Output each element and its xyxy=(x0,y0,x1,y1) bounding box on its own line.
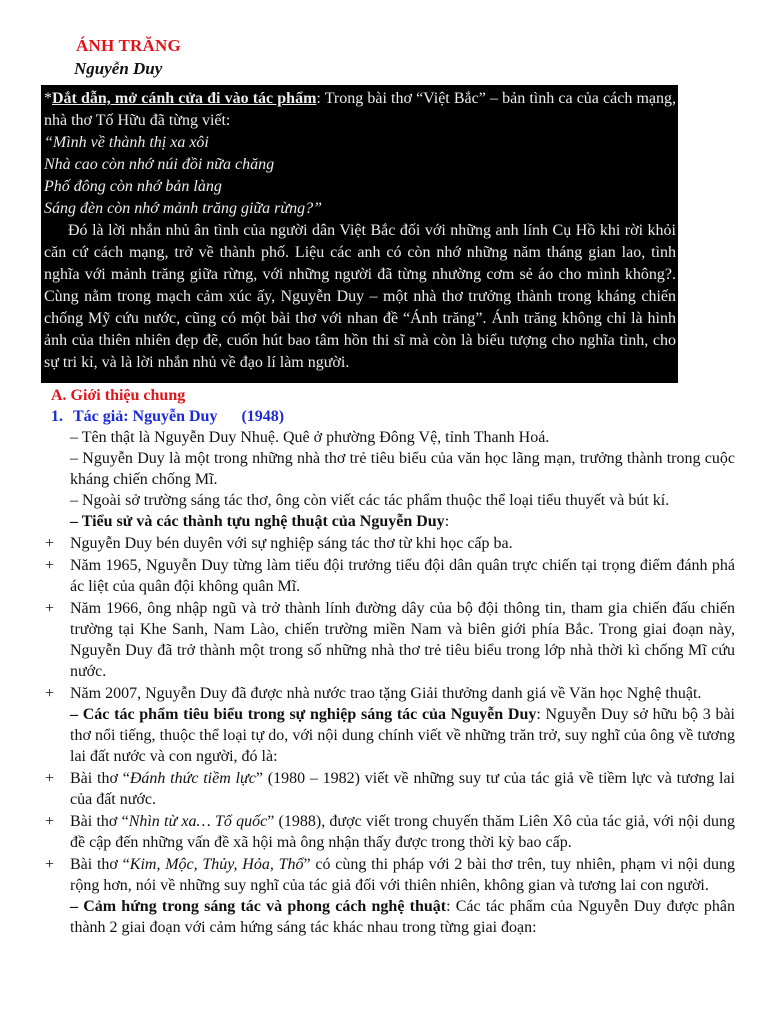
works-heading: – Các tác phẩm tiêu biểu trong sự nghiệp sáng tác của Nguyễn Duy xyxy=(70,706,537,723)
list-item xyxy=(45,854,735,896)
author-birth-year: (1948) xyxy=(241,408,285,425)
list-item xyxy=(45,598,735,682)
bullet-mark: + xyxy=(45,770,55,787)
intro-lead: Dắt dẫn, mở cánh cửa đi vào tác phẩm xyxy=(52,90,317,107)
list-item xyxy=(45,768,735,810)
bio-item-text: Năm 2007, Nguyễn Duy đã được nhà nước trao tặng Giải thưởng danh giá về Văn học Nghệ thuật. xyxy=(70,685,702,702)
bullet-mark: + xyxy=(45,600,55,617)
bio-heading-colon: : xyxy=(444,513,450,530)
intro-paragraph: Đó là lời nhắn nhủ ân tình của người dân Việt Bắc đối với những anh lính Cụ Hồ khi rời khỏi căn cứ cách mạng, trở về thành phố. Liệu các anh có còn nhớ những năm tháng gian lao, tình nghĩa với mảnh trăng giữa rừng, với những người đã từng nhường cơm sẻ áo cho mình không?. Cùng nằm trong mạch cảm xúc ấy, Nguyễn Duy – một nhà thơ trưởng thành trong kháng chiến chống Mỹ cứu nước, cũng có một bài thơ với nhan đề “Ánh trăng”. Ánh trăng không chỉ là hình ảnh của thiên nhiên đẹp đẽ, cuốn hút bao tâm hồn thi sĩ mà còn là biểu tượng cho nghĩa tình, cho sự tri kỉ, và là lời nhắn nhủ về đạo lí làm người. xyxy=(44,222,676,371)
work-pre: Bài thơ “ xyxy=(70,856,130,873)
list-item xyxy=(45,811,735,853)
list-item xyxy=(45,533,735,554)
author-section-label: Tác giả: Nguyễn Duy xyxy=(73,408,218,425)
intro-lead-rest: : Trong bài thơ “Việt Bắc” – bản tình ca của cách mạng, nhà thơ Tố Hữu đã từng viết: xyxy=(44,90,677,129)
intro-box xyxy=(41,85,678,383)
fact-line: – Tên thật là Nguyễn Duy Nhuệ. Quê ở phường Đông Vệ, tỉnh Thanh Hoá. xyxy=(70,429,550,446)
author-section-heading xyxy=(51,406,735,427)
poem-line: Nhà cao còn nhớ núi đồi nữa chăng xyxy=(44,156,275,173)
works-paragraph xyxy=(70,704,735,767)
work-pre: Bài thơ “ xyxy=(70,813,129,830)
bullet-mark: + xyxy=(45,813,55,830)
section-number: 1. xyxy=(51,408,63,425)
bullet-mark: + xyxy=(45,685,55,702)
bio-heading-line xyxy=(70,511,735,532)
poem-line: “Mình về thành thị xa xôi xyxy=(44,134,209,151)
bio-item-text: Năm 1966, ông nhập ngũ và trở thành lính đường dây của bộ đội thông tin, tham gia chiến đấu chiến trường tại Khe Sanh, Nam Lào, chiến trường miền Nam và biên giới phía Bắc. Trong giai đoạn này, Nguyễn Duy đã trở thành một trong số những nhà thơ trẻ tiêu biểu trong lớp nhà thời kì chống Mĩ cứu nước. xyxy=(70,600,735,680)
work-post: ” có cùng thi pháp với 2 bài thơ trên, tuy nhiên, phạm vi nội dung rộng hơn, nói về những suy nghĩ của tác giả đối với thiên nhiên, không gian và tương lai con người. xyxy=(70,856,735,894)
bullet-mark: + xyxy=(45,557,55,574)
intro-lead-paragraph xyxy=(44,88,676,132)
bullet-mark: + xyxy=(45,856,55,873)
work-title: Nhìn từ xa… Tổ quốc xyxy=(128,813,268,830)
list-item xyxy=(45,555,735,597)
bio-heading: – Tiểu sử và các thành tựu nghệ thuật của Nguyễn Duy xyxy=(70,513,445,530)
fact-line: – Ngoài sở trường sáng tác thơ, ông còn viết các tác phẩm thuộc thể loại tiểu thuyết và bút kí. xyxy=(70,492,670,509)
inspiration-text: : Các tác phẩm của Nguyễn Duy được phân thành 2 giai đoạn với cảm hứng sáng tác khác nhau trong từng giai đoạn: xyxy=(70,898,736,936)
list-item xyxy=(45,683,735,704)
inspiration-paragraph xyxy=(70,896,735,938)
bio-item-text: Nguyễn Duy bén duyên với sự nghiệp sáng tác thơ từ khi học cấp ba. xyxy=(70,535,513,552)
work-post: ” (1980 – 1982) viết về những suy tư của tác giả về tiềm lực và tương lai của đất nước. xyxy=(70,770,735,808)
poem-line: Phố đông còn nhớ bản làng xyxy=(44,178,222,195)
work-pre: Bài thơ “ xyxy=(70,770,130,787)
bullet-mark: + xyxy=(45,535,55,552)
work-title: Đánh thức tiềm lực xyxy=(129,770,256,787)
work-title: Kim, Mộc, Thủy, Hỏa, Thổ xyxy=(129,856,304,873)
work-post: ” (1988), được viết trong chuyến thăm Liên Xô của tác giả, với nội dung đề cập đến những vấn đề xã hội mà ông nhận thấy được trong thời kỳ bao cấp. xyxy=(70,813,735,851)
intro-prefix: * xyxy=(44,90,52,107)
works-text: : Nguyễn Duy sở hữu bộ 3 bài thơ nổi tiếng, thuộc thể loại tự do, với nội dung chính viết về những trăn trở, suy nghĩ của ông về tương lai đất nước và con người, đó là: xyxy=(70,706,735,765)
main-content xyxy=(45,385,735,938)
poem-line: Sáng đèn còn nhớ mảnh trăng giữa rừng?” xyxy=(44,200,322,217)
fact-line: – Nguyễn Duy là một trong những nhà thơ trẻ tiêu biểu của văn học lãng mạn, trưởng thành trong cuộc kháng chiến chống Mĩ. xyxy=(70,450,735,488)
section-heading: A. Giới thiệu chung xyxy=(51,387,186,404)
bio-item-text: Năm 1965, Nguyễn Duy từng làm tiểu đội trưởng tiểu đội dân quân trực chiến tại trọng điểm đánh phá ác liệt của quân đội không quân Mĩ. xyxy=(70,557,735,595)
inspiration-heading: – Cảm hứng trong sáng tác và phong cách nghệ thuật xyxy=(70,898,447,915)
author-name: Nguyễn Duy xyxy=(74,59,163,78)
poem-title: ÁNH TRĂNG xyxy=(76,36,181,55)
